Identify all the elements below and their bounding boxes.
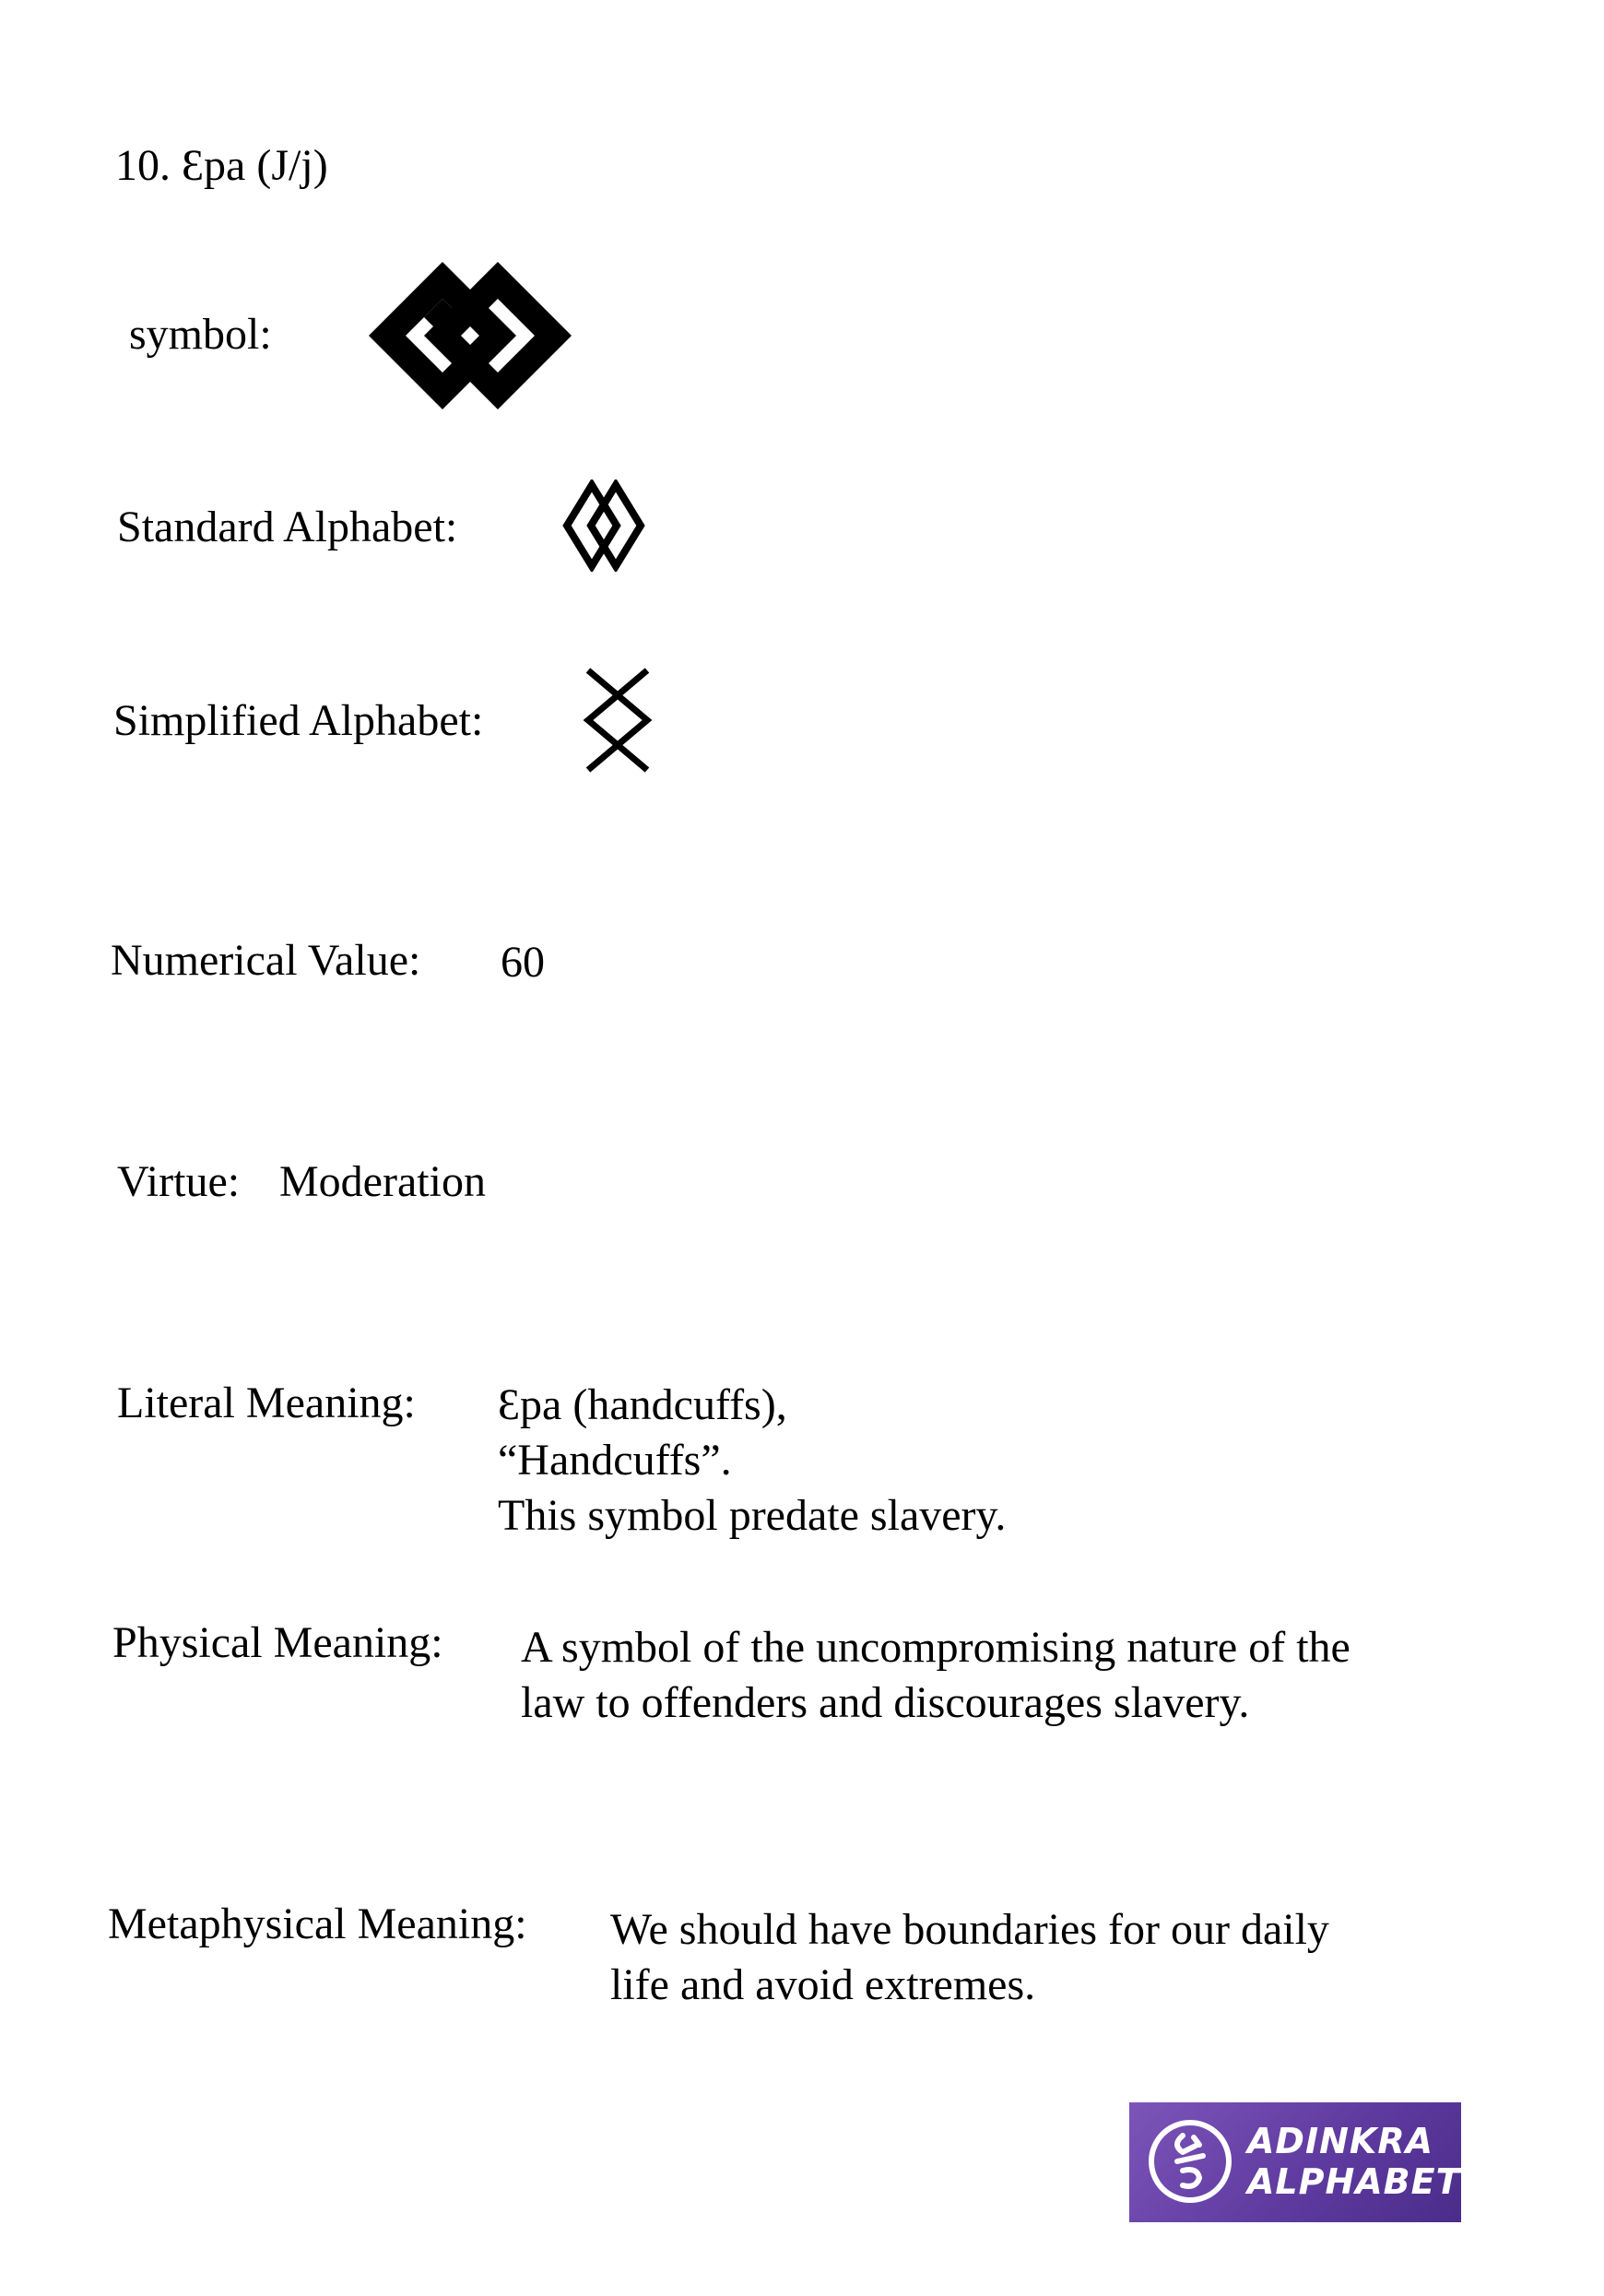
page-title: 10. Ɛpa (J/j): [115, 141, 328, 190]
simplified-alphabet-label: Simplified Alphabet:: [113, 696, 484, 745]
adinkra-alphabet-logo: [1129, 2102, 1461, 2222]
physical-meaning-label: Physical Meaning:: [112, 1618, 443, 1667]
numerical-value-label: Numerical Value:: [111, 936, 421, 985]
physical-meaning-line: A symbol of the uncompromising nature of the: [521, 1623, 1350, 1672]
gye-nyame-seal-icon: [1146, 2117, 1234, 2206]
virtue-label: Virtue:: [117, 1157, 241, 1206]
metaphysical-meaning-line: life and avoid extremes.: [610, 1960, 1036, 2009]
logo-line-1: ADINKRA: [1247, 2121, 1434, 2161]
double-cross-icon: [581, 667, 655, 775]
metaphysical-meaning-line: We should have boundaries for our daily: [610, 1905, 1329, 1954]
logo-wordmark: [1247, 2121, 1461, 2202]
metaphysical-meaning-text: [610, 1902, 1329, 2013]
literal-meaning-line: This symbol predate slavery.: [498, 1491, 1007, 1540]
literal-meaning-text: [498, 1378, 1006, 1544]
symbol-label: symbol:: [129, 310, 272, 359]
literal-meaning-line: “Handcuffs”.: [498, 1436, 732, 1485]
logo-line-2: ALPHABET: [1247, 2161, 1461, 2202]
standard-alphabet-label: Standard Alphabet:: [117, 503, 458, 551]
literal-meaning-label: Literal Meaning:: [117, 1379, 416, 1427]
physical-meaning-text: [521, 1620, 1350, 1731]
epa-handcuffs-symbol-icon: [341, 262, 599, 409]
virtue-value: Moderation: [279, 1157, 486, 1206]
numerical-value: 60: [501, 938, 545, 987]
metaphysical-meaning-label: Metaphysical Meaning:: [108, 1900, 527, 1948]
physical-meaning-line: law to offenders and discourages slavery.: [521, 1678, 1250, 1727]
literal-meaning-line: Ɛpa (handcuffs),: [498, 1380, 787, 1429]
interlocked-diamonds-icon: [558, 479, 650, 572]
